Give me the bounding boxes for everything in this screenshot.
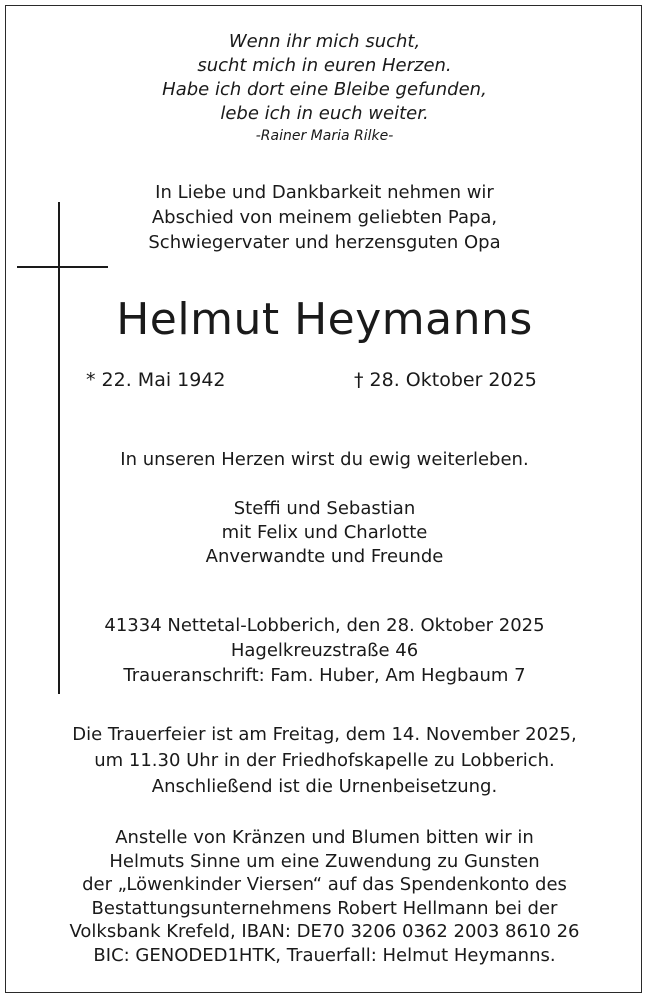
mourner-line: Steffi und Sebastian — [233, 498, 416, 519]
motto: In unseren Herzen wirst du ewig weiterleben. — [120, 449, 529, 470]
donation-line: Bestattungsunternehmens Robert Hellmann bei der — [91, 897, 558, 919]
address-line: Traueranschrift: Fam. Huber, Am Hegbaum 7 — [123, 665, 526, 686]
donation-line: BIC: GENODED1HTK, Trauerfall: Helmut Heymanns. — [93, 944, 556, 966]
donation-line: Volksbank Krefeld, IBAN: DE70 3206 0362 2003 8610 26 — [69, 921, 580, 942]
donation-line: Anstelle von Kränzen und Blumen bitten wir in — [115, 827, 534, 848]
donation-line: Helmuts Sinne um eine Zuwendung zu Gunsten — [109, 850, 540, 872]
mourner-line: Anverwandte und Freunde — [205, 546, 444, 567]
death-date: † 28. Oktober 2025 — [354, 369, 537, 391]
poem-line: sucht mich in euren Herzen. — [197, 55, 452, 76]
mourners — [0, 497, 649, 569]
poem-line: Habe ich dort eine Bleibe gefunden, — [162, 79, 487, 100]
ceremony-info — [0, 722, 649, 800]
intro-line: In Liebe und Dankbarkeit nehmen wir — [155, 182, 494, 203]
intro-line: Schwiegervater und herzensguten Opa — [148, 232, 501, 253]
farewell-intro — [0, 180, 649, 255]
address-line: 41334 Nettetal-Lobberich, den 28. Oktober 2025 — [104, 615, 545, 636]
poem-line: lebe ich in euch weiter. — [220, 103, 429, 124]
ceremony-line: Die Trauerfeier ist am Freitag, dem 14. November 2025, — [72, 724, 577, 745]
intro-line: Abschied von meinem geliebten Papa, — [151, 207, 498, 228]
ceremony-line: um 11.30 Uhr in der Friedhofskapelle zu Lobberich. — [94, 750, 555, 771]
address-line: Hagelkreuzstraße 46 — [230, 640, 419, 661]
poem-author: -Rainer Maria Rilke- — [255, 128, 394, 144]
donation-line: der „Löwenkinder Viersen“ auf das Spendenkonto des — [82, 874, 567, 895]
poem-line: Wenn ihr mich sucht, — [228, 31, 421, 52]
address-block — [0, 613, 649, 688]
cross-horizontal-bar — [17, 266, 108, 268]
donation-info — [0, 826, 649, 967]
mourner-line: mit Felix und Charlotte — [221, 522, 428, 543]
deceased-name: Helmut Heymanns — [116, 294, 533, 345]
ceremony-line: Anschließend ist die Urnenbeisetzung. — [151, 776, 498, 797]
birth-date: * 22. Mai 1942 — [86, 369, 226, 391]
poem — [0, 30, 649, 146]
